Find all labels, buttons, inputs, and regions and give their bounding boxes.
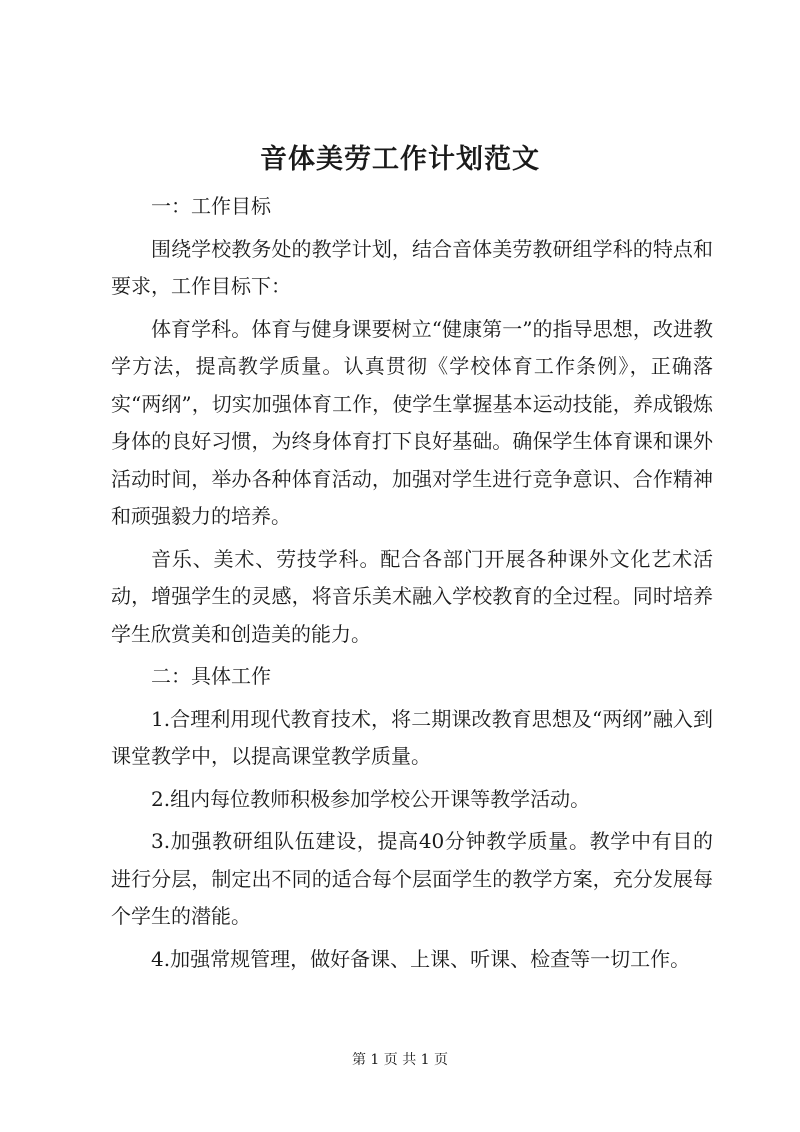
document-title: 音体美劳工作计划范文 xyxy=(260,144,540,175)
section-heading-goals: 一：工作目标 xyxy=(151,194,271,218)
paragraph-pe: 体育学科。体育与健身课要树立“健康第一”的指导思想，改进教学方法，提高教学质量。认真贯彻《学校体育工作条例》，正确落实“两纲”，切实加强体育工作，使学生掌握基本运动技能，养成锻炼身体的良好习惯，为终身体育打下良好基础。确保学生体育课和课外活动时间，举办各种体育活动，加强对学生进行竞争意识、合作精神和顽强毅力的培养。 xyxy=(111,316,713,528)
section-heading-work: 二：具体工作 xyxy=(151,664,271,688)
document-body xyxy=(111,188,713,983)
list-item-3: 3.加强教研组队伍建设，提高40分钟教学质量。教学中有目的进行分层，制定出不同的适合每个层面学生的教学方案，充分发展每个学生的潜能。 xyxy=(111,829,713,928)
list-item-2: 2.组内每位教师积极参加学校公开课等教学活动。 xyxy=(151,786,591,811)
paragraph-intro: 围绕学校教务处的教学计划，结合音体美劳教研组学科的特点和要求，工作目标下： xyxy=(111,236,713,298)
paragraph-arts: 音乐、美术、劳技学科。配合各部门开展各种课外文化艺术活动，增强学生的灵感，将音乐美术融入学校教育的全过程。同时培养学生欣赏美和创造美的能力。 xyxy=(111,546,713,646)
list-item-4: 4.加强常规管理，做好备课、上课、听课、检查等一切工作。 xyxy=(151,946,691,971)
page-footer: 第 1 页 共 1 页 xyxy=(351,1052,449,1068)
list-item-1: 1.合理利用现代教育技术，将二期课改教育思想及“两纲”融入到课堂教学中，以提高课堂教学质量。 xyxy=(111,706,713,768)
